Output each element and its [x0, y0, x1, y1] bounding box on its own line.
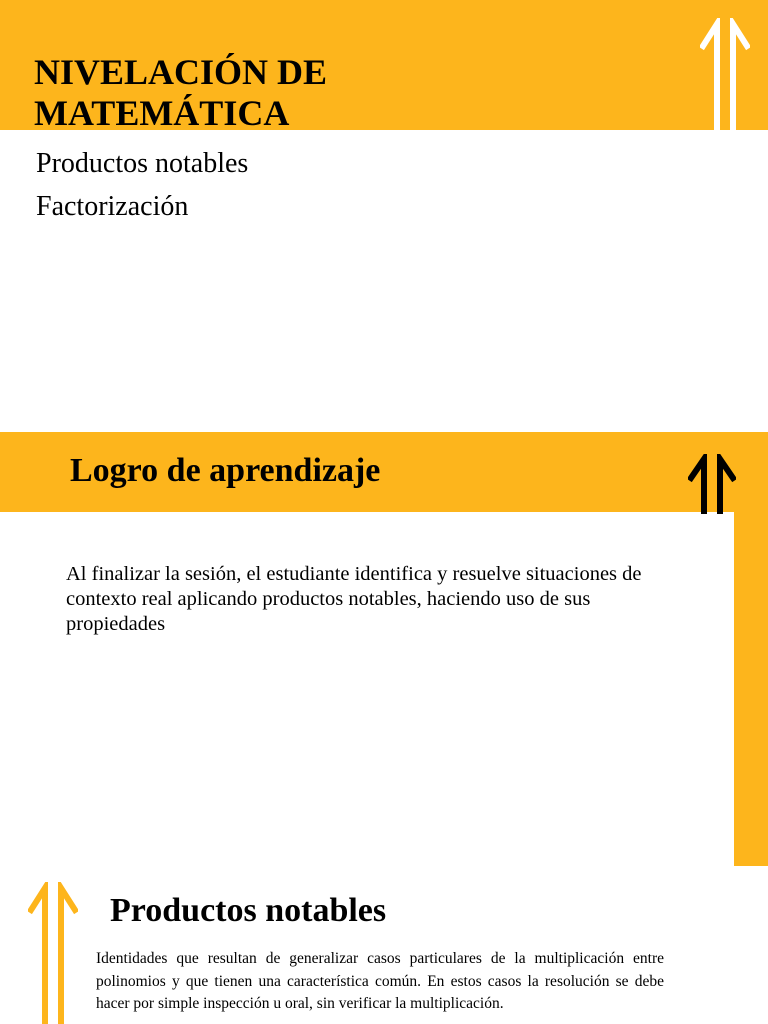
topic-item: Productos notables: [36, 148, 249, 179]
slide-heading: Logro de aprendizaje: [70, 452, 381, 489]
title-line-2: MATEMÁTICA: [34, 93, 290, 133]
slide-title-heading: [34, 52, 634, 134]
side-bar: [734, 432, 768, 866]
topic-item: Factorización: [36, 191, 189, 222]
double-up-arrow-icon: [700, 18, 750, 130]
double-up-arrow-icon: [688, 454, 736, 514]
title-line-1: NIVELACIÓN DE: [34, 52, 328, 92]
slide-title: [0, 0, 768, 420]
slide-heading: Productos notables: [110, 892, 387, 929]
slide-learning-goal: [0, 432, 768, 866]
double-up-arrow-icon: [28, 882, 78, 1024]
slide-products: [0, 876, 768, 1024]
definition-text: Identidades que resultan de generalizar casos particulares de la multiplicación entre polinomios y que tienen una característica común. En estos casos la resolución se debe hacer por simple inspección u oral, sin verificar la multiplicación.: [96, 950, 664, 1012]
learning-goal-text: Al finalizar la sesión, el estudiante identifica y resuelve situaciones de contexto real aplicando productos notables, haciendo uso de sus propiedades: [66, 563, 642, 635]
